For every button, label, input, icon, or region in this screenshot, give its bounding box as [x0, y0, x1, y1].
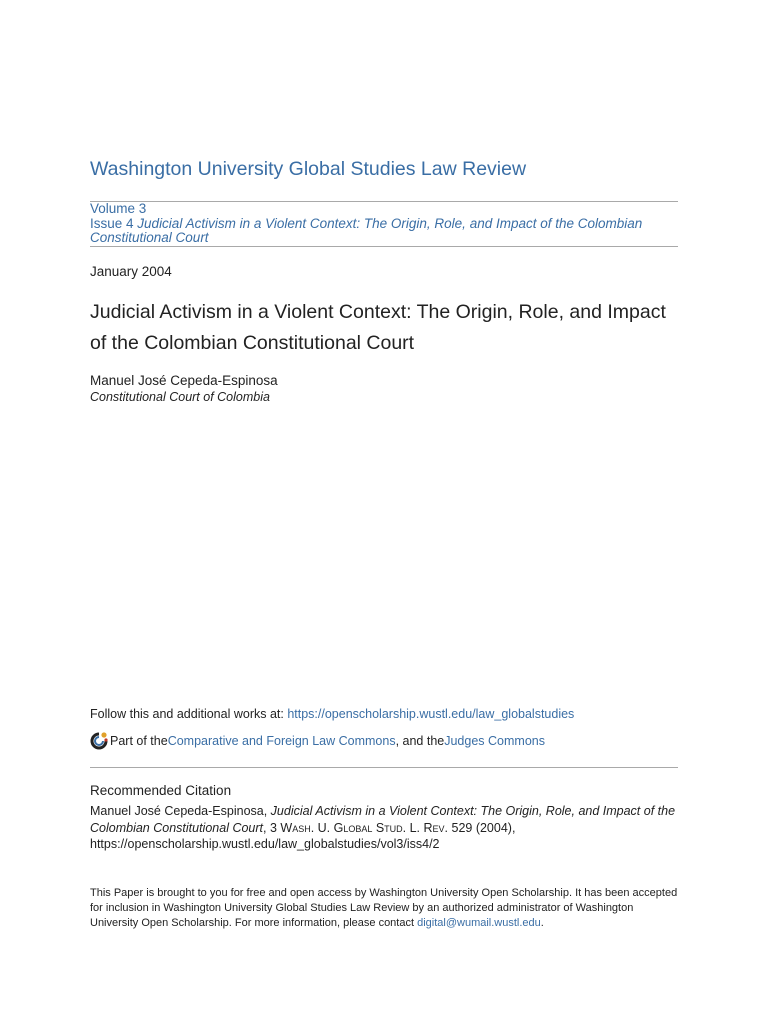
journal-title-link[interactable]: Washington University Global Studies Law Review	[90, 158, 527, 180]
comparative-law-commons-link[interactable]: Comparative and Foreign Law Commons	[167, 734, 396, 748]
publication-date: January 2004	[90, 264, 172, 279]
citation-divider	[90, 767, 678, 768]
judges-commons-link[interactable]: Judges Commons	[444, 734, 545, 748]
citation-url: https://openscholarship.wustl.edu/law_globalstudies/vol3/iss4/2	[90, 837, 440, 851]
volume-issue-block	[90, 202, 678, 246]
issue-link[interactable]: Issue 4	[90, 215, 134, 231]
citation-title: Judicial Activism in a Violent Context: The Origin, Role, and Impact of the Colombian Constitutional Court	[90, 804, 676, 835]
part-of-prefix: Part of the	[110, 734, 168, 748]
author-name: Manuel José Cepeda-Espinosa	[90, 373, 278, 388]
article-title: Judicial Activism in a Violent Context: The Origin, Role, and Impact of the Colombian Constitutional Court	[90, 301, 666, 354]
part-of-middle: , and the	[395, 734, 445, 748]
volume-link[interactable]: Volume 3	[90, 201, 147, 216]
citation-author: Manuel José Cepeda-Espinosa,	[90, 804, 271, 818]
footer-text: This Paper is brought to you for free and open access by Washington University Open Scholarship. It has been accepted for inclusion in Washington University Global Studies Law Review by an authorized administrator of Washington University Open Scholarship. For more information, please contact	[90, 887, 678, 929]
citation-journal: Wash. U. Global Stud. L. Rev.	[280, 820, 449, 835]
recommended-citation	[90, 803, 678, 853]
contact-email-link[interactable]: digital@wumail.wustl.edu	[417, 917, 541, 929]
footer-notice	[90, 886, 678, 931]
follow-line	[90, 707, 574, 721]
recommended-citation-heading: Recommended Citation	[90, 783, 232, 798]
volume-divider	[90, 246, 678, 247]
part-of-line	[90, 731, 545, 751]
repository-link[interactable]: https://openscholarship.wustl.edu/law_globalstudies	[287, 707, 575, 721]
follow-text: Follow this and additional works at:	[90, 707, 288, 721]
issue-title-link[interactable]: Judicial Activism in a Violent Context: The Origin, Role, and Impact of the Colombian Constitutional Court	[90, 215, 643, 245]
author-affiliation: Constitutional Court of Colombia	[90, 390, 270, 404]
citation-pages: 529 (2004),	[448, 820, 516, 835]
citation-volume: , 3	[263, 820, 281, 835]
open-access-icon	[90, 731, 108, 751]
footer-end: .	[540, 917, 544, 929]
